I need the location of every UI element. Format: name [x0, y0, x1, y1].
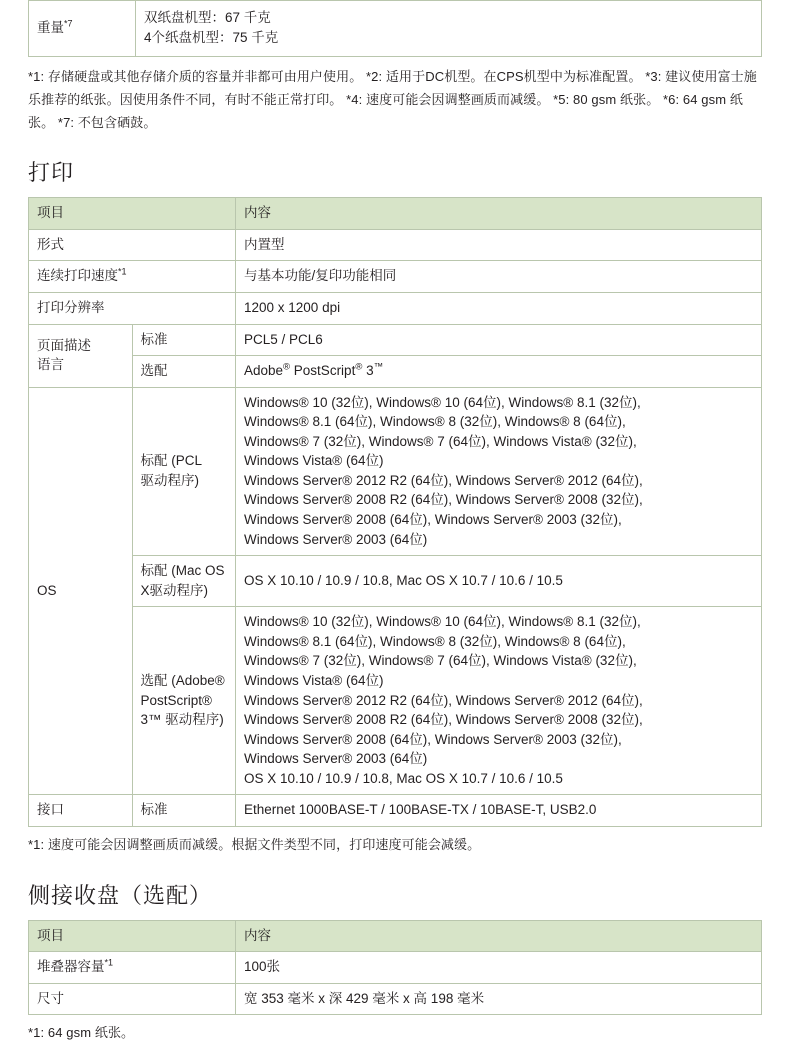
print-speed-label: 连续打印速度: [37, 268, 118, 284]
os-pcl-value-line-4: Windows Vista® (64位): [244, 453, 384, 469]
table-row: [29, 795, 762, 827]
os-ps-value-line-1: Windows® 10 (32位), Windows® 10 (64位), Windows® 8.1 (32位),: [244, 614, 641, 630]
os-ps-label-cell: [132, 607, 236, 795]
os-pcl-value-cell: [236, 387, 762, 556]
interface-sub-label: 标准: [132, 795, 236, 827]
side-tray-header-item: 项目: [29, 920, 236, 952]
os-pcl-value-line-2: Windows® 8.1 (64位), Windows® 8 (32位), Windows® 8 (64位),: [244, 414, 626, 430]
weight-label-cell: [29, 1, 136, 57]
os-pcl-label-line-2: 驱动程序): [140, 472, 199, 488]
side-tray-header-content: 内容: [236, 920, 762, 952]
weight-value-line-2: 4个纸盘机型：75 千克: [144, 30, 279, 45]
print-spec-table: [28, 197, 762, 827]
pdl-label-line-1: 页面描述: [37, 337, 91, 353]
os-ps-label-line-2: PostScript®: [140, 692, 212, 708]
os-label-cell: OS: [29, 387, 133, 795]
stacker-capacity-footnote-marker: *1: [104, 957, 114, 968]
print-resolution-label: 打印分辨率: [29, 292, 236, 324]
table-row: [29, 387, 762, 556]
os-pcl-value-line-3: Windows® 7 (32位), Windows® 7 (64位), Windows Vista® (32位),: [244, 433, 637, 449]
pdl-optional-value: [236, 356, 762, 388]
os-mac-label-line-2: X驱动程序): [140, 582, 208, 598]
os-ps-label-line-3: 3™ 驱动程序): [140, 712, 224, 728]
pdl-optional-value-postscript: PostScript: [290, 363, 356, 379]
pdl-standard-label: 标准: [132, 324, 236, 356]
table-row: [29, 983, 762, 1015]
side-tray-spec-table: [28, 920, 762, 1016]
pdl-optional-value-3: 3: [362, 363, 374, 379]
pdl-optional-value-tm: ™: [373, 361, 384, 373]
weight-value-cell: [136, 1, 762, 57]
table-row: [29, 952, 762, 984]
os-ps-value-line-4: Windows Vista® (64位): [244, 672, 384, 688]
os-pcl-label-cell: [132, 387, 236, 556]
stacker-capacity-label: 堆叠器容量: [37, 959, 105, 975]
pdl-optional-label: 选配: [132, 356, 236, 388]
footnote-top: *1: 存储硬盘或其他存储介质的容量并非都可由用户使用。 *2: 适用于DC机型。在CPS机型中为标准配置。 *3: 建议使用富士施乐推荐的纸张。因使用条件不同，有时不能正常打印。 *4: 速度可能会因调整画质而减缓。 *5: 80 gsm 纸张。 *6: 64 gsm 纸张。 *7: 不包含硒鼓。: [28, 69, 757, 130]
table-row: [29, 292, 762, 324]
table-row: [29, 556, 762, 607]
table-row: [29, 356, 762, 388]
weight-table: [28, 0, 762, 57]
pdl-label-cell: [29, 324, 133, 387]
weight-label-footnote-marker: *7: [64, 18, 73, 29]
table-header-row: [29, 920, 762, 952]
pdl-optional-value-reg2: ®: [355, 361, 363, 373]
side-tray-section-title: 侧接收盘（选配）: [28, 882, 213, 908]
print-header-item: 项目: [29, 198, 236, 230]
os-pcl-label-line-1: 标配 (PCL: [140, 453, 203, 469]
pdl-optional-value-adobe: Adobe: [244, 363, 284, 379]
footnote-side-tray: *1: 64 gsm 纸张。: [28, 1025, 135, 1041]
os-ps-value-line-6: Windows Server® 2008 R2 (64位), Windows Server® 2008 (32位),: [244, 712, 643, 728]
os-mac-value-line-1: OS X 10.10 / 10.9 / 10.8, Mac OS X 10.7 / 10.6 / 10.5: [244, 572, 563, 588]
stacker-capacity-label-cell: [29, 952, 236, 984]
os-pcl-value-line-8: Windows Server® 2003 (64位): [244, 531, 428, 547]
os-ps-value-line-5: Windows Server® 2012 R2 (64位), Windows Server® 2012 (64位),: [244, 692, 643, 708]
os-pcl-value-line-7: Windows Server® 2008 (64位), Windows Server® 2003 (32位),: [244, 512, 622, 527]
stacker-capacity-value: 100张: [236, 952, 762, 984]
table-row: [29, 324, 762, 356]
print-resolution-value: 1200 x 1200 dpi: [236, 292, 762, 324]
weight-label: 重量: [37, 20, 64, 36]
footnote-print: *1: 速度可能会因调整画质而减缓。根据文件类型不同，打印速度可能会减缓。: [28, 836, 481, 852]
os-mac-label-cell: [132, 556, 236, 607]
print-speed-footnote-marker: *1: [118, 266, 127, 277]
os-ps-value-line-8: Windows Server® 2003 (64位): [244, 751, 428, 767]
os-pcl-value-line-1: Windows® 10 (32位), Windows® 10 (64位), Windows® 8.1 (32位),: [244, 394, 641, 410]
print-form-label: 形式: [29, 229, 236, 261]
os-pcl-value-line-6: Windows Server® 2008 R2 (64位), Windows Server® 2008 (32位),: [244, 492, 643, 508]
pdl-standard-value: PCL5 / PCL6: [236, 324, 762, 356]
print-header-content: 内容: [236, 198, 762, 230]
os-ps-value-line-7: Windows Server® 2008 (64位), Windows Server® 2003 (32位),: [244, 731, 622, 747]
os-mac-label-line-1: 标配 (Mac OS: [140, 563, 225, 579]
interface-label: 接口: [29, 795, 133, 827]
print-section-title: 打印: [28, 160, 75, 186]
weight-value-line-1: 双纸盘机型：67 千克: [144, 10, 271, 26]
table-row: [29, 229, 762, 261]
dimensions-value: 宽 353 毫米 x 深 429 毫米 x 高 198 毫米: [236, 983, 762, 1015]
os-ps-value-line-9: OS X 10.10 / 10.9 / 10.8, Mac OS X 10.7 / 10.6 / 10.5: [244, 770, 563, 786]
pdl-optional-value-reg1: ®: [283, 361, 291, 373]
table-row: [29, 607, 762, 795]
table-header-row: [29, 198, 762, 230]
os-mac-value-cell: [236, 556, 762, 607]
os-ps-value-cell: [236, 607, 762, 795]
print-form-value: 内置型: [236, 229, 762, 261]
print-speed-label-cell: [29, 261, 236, 293]
os-ps-value-line-3: Windows® 7 (32位), Windows® 7 (64位), Windows Vista® (32位),: [244, 653, 637, 669]
table-row: [29, 261, 762, 293]
os-ps-value-line-2: Windows® 8.1 (64位), Windows® 8 (32位), Windows® 8 (64位),: [244, 633, 626, 649]
pdl-label-line-2: 语言: [37, 357, 64, 373]
table-row: [29, 1, 762, 57]
os-pcl-value-line-5: Windows Server® 2012 R2 (64位), Windows Server® 2012 (64位),: [244, 472, 643, 488]
print-speed-value: 与基本功能/复印功能相同: [236, 261, 762, 293]
os-ps-label-line-1: 选配 (Adobe®: [140, 672, 225, 688]
interface-value: Ethernet 1000BASE-T / 100BASE-TX / 10BASE-T, USB2.0: [236, 795, 762, 827]
dimensions-label: 尺寸: [29, 983, 236, 1015]
